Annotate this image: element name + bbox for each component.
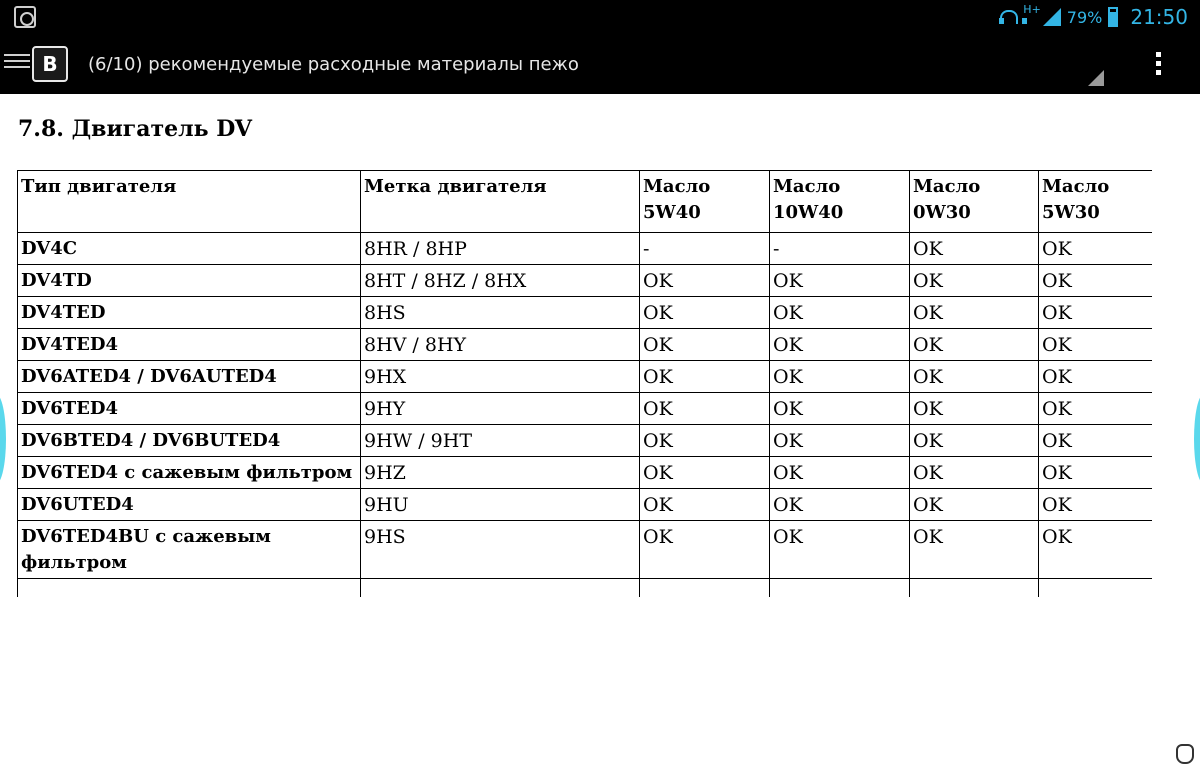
oil-5w40-cell: OK [640,297,770,329]
engine-type-cell: DV6BTED4 / DV6BUTED4 [18,425,361,457]
oil-0w30-cell: OK [910,457,1039,489]
dropdown-corner-icon[interactable] [1088,70,1104,86]
status-indicators [999,0,1192,34]
menu-icon[interactable] [4,54,30,72]
engine-type-cell: DV6ATED4 / DV6AUTED4 [18,361,361,393]
engine-code-cell: 9HX [361,361,640,393]
engine-code-cell: 8HT / 8HZ / 8HX [361,265,640,297]
oil-10w40-cell: OK [770,361,910,393]
page-edge-glow-right [1194,394,1200,484]
header-oil-10w40: Масло 10W40 [770,171,910,233]
table-row [18,393,1152,425]
oil-10w40-cell: OK [770,425,910,457]
oil-table [17,170,1152,597]
engine-code-cell: 9HW / 9HT [361,425,640,457]
oil-10w40-cell: OK [770,521,910,579]
action-bar [0,34,1200,94]
oil-5w30-cell: OK [1039,521,1152,579]
engine-code-cell: 9HY [361,393,640,425]
section-title: 7.8. Двигатель DV [18,116,252,142]
battery-icon [1108,7,1118,27]
oil-5w30-cell: OK [1039,329,1152,361]
header-engine-code: Метка двигателя [361,171,640,233]
table-row [18,297,1152,329]
engine-type-cell: DV4TD [18,265,361,297]
oil-0w30-cell: OK [910,521,1039,579]
engine-type-cell: DV4TED [18,297,361,329]
engine-type-cell: DV6TED4BU с сажевым фильтром [18,521,361,579]
oil-5w30-cell: OK [1039,489,1152,521]
engine-type-cell: DV6UTED4 [18,489,361,521]
engine-code-cell: 9HS [361,521,640,579]
signal-icon [1043,8,1061,26]
oil-5w30-cell: OK [1039,393,1152,425]
oil-0w30-cell: OK [910,361,1039,393]
table-row-continued [18,579,1152,597]
oil-0w30-cell: OK [910,265,1039,297]
document-title: (6/10) рекомендуемые расходные материалы пежо [88,54,579,75]
oil-5w40-cell: OK [640,489,770,521]
oil-0w30-cell: OK [910,425,1039,457]
oil-5w30-cell: OK [1039,233,1152,265]
table-row [18,521,1152,579]
page-edge-glow-left [0,394,6,484]
engine-type-cell: DV4TED4 [18,329,361,361]
oil-5w40-cell: - [640,233,770,265]
engine-type-cell: DV4C [18,233,361,265]
screenshot-icon [14,6,36,28]
oil-5w30-cell: OK [1039,425,1152,457]
overflow-menu-icon[interactable] [1156,52,1162,79]
oil-5w40-cell: OK [640,393,770,425]
table-header-row [18,171,1152,233]
oil-5w40-cell: OK [640,265,770,297]
app-logo-icon[interactable]: B [32,46,68,82]
engine-code-cell: 8HV / 8HY [361,329,640,361]
oil-5w40-cell: OK [640,329,770,361]
battery-percent: 79% [1066,7,1103,27]
oil-0w30-cell: OK [910,393,1039,425]
engine-code-cell: 8HS [361,297,640,329]
oil-0w30-cell: OK [910,297,1039,329]
clock: 21:50 [1130,5,1188,29]
document-page[interactable] [0,94,1200,675]
oil-5w30-cell: OK [1039,361,1152,393]
oil-10w40-cell: OK [770,457,910,489]
engine-code-cell: 9HU [361,489,640,521]
oil-10w40-cell: OK [770,329,910,361]
oil-5w40-cell: OK [640,425,770,457]
table-row [18,425,1152,457]
header-oil-5w40: Масло 5W40 [640,171,770,233]
oil-0w30-cell: OK [910,329,1039,361]
oil-5w30-cell: OK [1039,297,1152,329]
table-row [18,233,1152,265]
table-row [18,329,1152,361]
headphones-icon [999,9,1017,25]
header-oil-0w30: Масло 0W30 [910,171,1039,233]
hand-tool-icon[interactable] [1176,744,1194,764]
engine-type-cell: DV6TED4 [18,393,361,425]
engine-type-cell: DV6TED4 с сажевым фильтром [18,457,361,489]
oil-5w40-cell: OK [640,521,770,579]
oil-5w30-cell: OK [1039,265,1152,297]
engine-code-cell: 9HZ [361,457,640,489]
oil-0w30-cell: OK [910,489,1039,521]
table-row [18,265,1152,297]
oil-5w30-cell: OK [1039,457,1152,489]
oil-0w30-cell: OK [910,233,1039,265]
network-type-label: H+ [1023,3,1041,16]
table-row [18,489,1152,521]
status-bar [0,0,1200,34]
oil-10w40-cell: OK [770,393,910,425]
oil-5w40-cell: OK [640,457,770,489]
header-engine-type: Тип двигателя [18,171,361,233]
oil-10w40-cell: OK [770,489,910,521]
oil-10w40-cell: OK [770,297,910,329]
table-row [18,457,1152,489]
oil-10w40-cell: - [770,233,910,265]
header-oil-5w30: Масло 5W30 [1039,171,1152,233]
oil-10w40-cell: OK [770,265,910,297]
engine-code-cell: 8HR / 8HP [361,233,640,265]
table-row [18,361,1152,393]
oil-5w40-cell: OK [640,361,770,393]
